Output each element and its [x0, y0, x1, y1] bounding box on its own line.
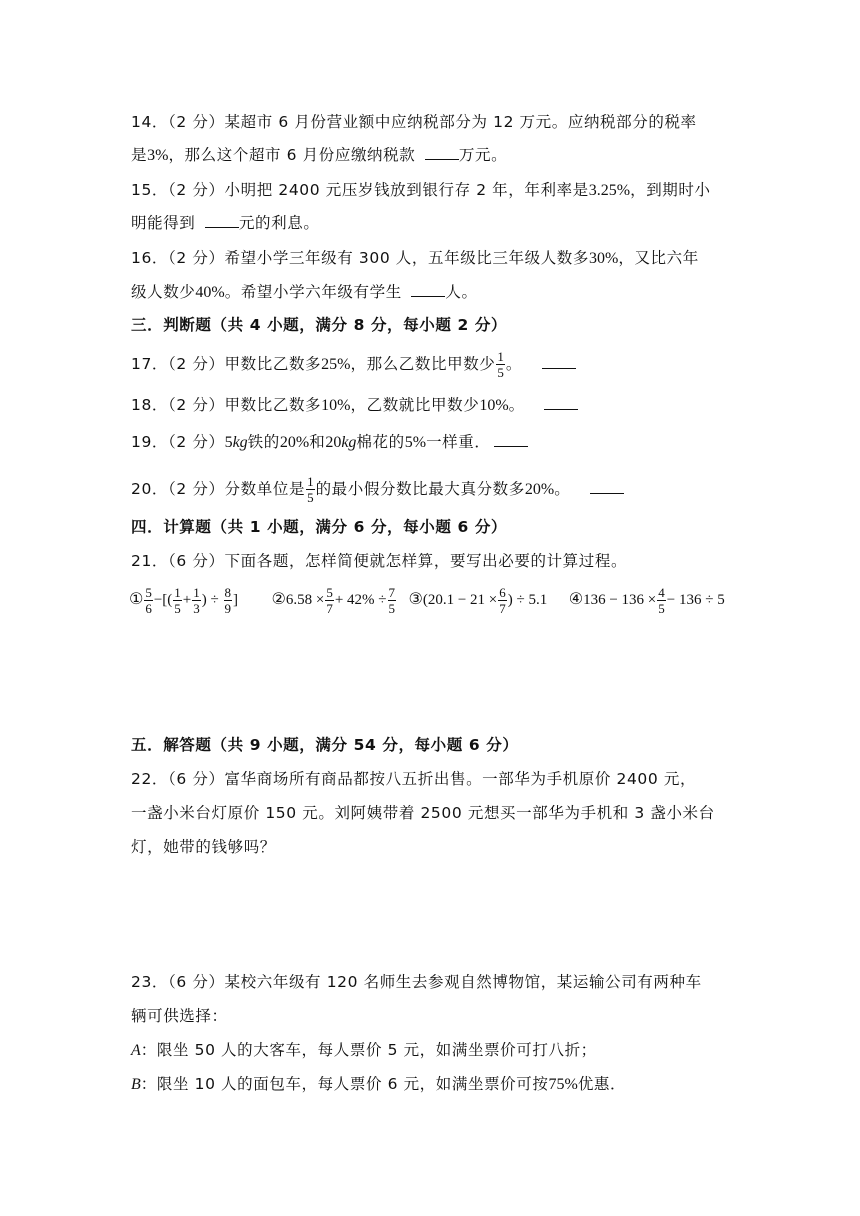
section-4-heading	[131, 517, 507, 537]
q21-e4-b: − 136 ÷ 5	[666, 591, 725, 608]
q23-option-b-text-b: 优惠．	[577, 1075, 627, 1093]
q17-line	[131, 350, 576, 379]
q16-pct-1: 30%	[589, 250, 619, 267]
q16-line1	[131, 248, 699, 269]
q20-text-c: 。	[554, 480, 571, 498]
q19-text-d: 棉花的	[356, 433, 405, 451]
q20-frac-den: 5	[307, 490, 314, 505]
q19-text-a: 19．（2 分）	[131, 433, 225, 451]
q14-line2	[131, 145, 507, 166]
q20-frac-num: 1	[307, 474, 314, 489]
q21-e4-frac-4-5: $\frac{4}{5}$	[658, 585, 665, 616]
q14-answer-blank[interactable]	[425, 145, 459, 160]
q15-line2	[131, 213, 319, 233]
q21-mark-3: ③	[408, 588, 423, 608]
q19-answer-blank[interactable]	[494, 432, 528, 447]
q23-text-2: 辆可供选择：	[131, 1007, 228, 1025]
q21-e2-a: 6.58 ×	[285, 591, 325, 608]
q23-text-1: 23．（6 分）某校六年级有 120 名师生去参观自然博物馆，某运输公司有两种车	[131, 973, 702, 991]
q20-fraction	[306, 475, 315, 504]
q20-pct: 20%	[524, 481, 555, 498]
q14-text-2a: 是	[131, 146, 148, 164]
q17-frac-den: 5	[497, 365, 504, 380]
q21-line	[131, 551, 627, 571]
q19-pct-2: 5%	[404, 434, 427, 451]
q21-mark-2: ②	[271, 588, 286, 608]
q16-pct-2: 40%	[195, 284, 225, 301]
q21-e2-frac-7-5: $\frac{7}{5}$	[388, 585, 395, 616]
q16-text-2c: 人。	[445, 283, 478, 301]
q19-text-b: 铁的	[247, 433, 280, 451]
q17-fraction	[496, 350, 505, 379]
section-4-title: 四．计算题（共 1 小题，满分 6 分，每小题 6 分）	[131, 518, 508, 536]
q19-line	[131, 432, 528, 453]
q23-option-b-label: B	[131, 1076, 141, 1093]
q17-text-a: 17．（2 分）甲数比乙数多	[131, 355, 322, 373]
q23-line2	[131, 1006, 228, 1026]
q19-unit-1: kg	[232, 434, 248, 451]
q19-text-c: 和	[309, 433, 326, 451]
q22-line1	[131, 769, 696, 789]
q23-line1	[131, 972, 702, 992]
q21-e3-frac-6-7: $\frac{6}{7}$	[499, 585, 506, 616]
q22-text-2: 一盏小米台灯原价 150 元。刘阿姨带着 2500 元想买一部华为手机和 3 盏小米台	[131, 804, 715, 822]
q21-e3-b: ) ÷ 5.1	[507, 591, 548, 608]
q21-text: 21．（6 分）下面各题，怎样简便就怎样算，要写出必要的计算过程。	[131, 552, 628, 570]
q19-text-e: 一样重．	[426, 433, 491, 451]
q14-text-2b: ，那么这个超市 6 月份应缴纳税款	[168, 146, 416, 164]
q23-option-a-label: A	[131, 1042, 141, 1059]
q17-text-c: 。	[505, 355, 523, 373]
q18-text-c: 。	[508, 396, 525, 414]
q16-answer-blank[interactable]	[411, 282, 445, 297]
q17-pct: 25%	[321, 356, 351, 373]
q21-mark-4: ④	[568, 588, 584, 608]
q22-line2	[131, 803, 715, 823]
q19-value-2: 20	[325, 434, 342, 451]
q14-line1	[131, 112, 697, 132]
q21-e1-frac-8-9: $\frac{8}{9}$	[224, 585, 231, 616]
section-3-title: 三．判断题（共 4 小题，满分 8 分，每小题 2 分）	[131, 316, 508, 334]
section-3-heading	[131, 315, 507, 335]
q17-text-b: ，那么乙数比甲数少	[350, 355, 496, 373]
q21-e2-b: + 42% ÷	[334, 591, 387, 608]
q17-answer-blank[interactable]	[542, 354, 576, 369]
q21-e2-frac-5-7: $\frac{5}{7}$	[326, 585, 333, 616]
q23-option-b	[131, 1074, 626, 1095]
q18-text-b: ，乙数就比甲数少	[350, 396, 480, 414]
q16-text-2a: 级人数少	[131, 283, 196, 301]
q19-unit-2: kg	[341, 434, 357, 451]
q20-answer-blank[interactable]	[590, 479, 624, 494]
q18-answer-blank[interactable]	[544, 395, 578, 410]
q20-text-b: 的最小假分数比最大真分数多	[315, 480, 525, 498]
q15-text-1b: ，到期时小	[630, 181, 711, 199]
q18-text-a: 18．（2 分）甲数比乙数多	[131, 396, 322, 414]
q18-pct-2: 10%	[479, 397, 509, 414]
q15-text-2b: 元的利息。	[238, 214, 320, 232]
q16-text-1a: 16．（2 分）希望小学三年级有 300 人，五年级比三年级人数多	[131, 249, 590, 267]
section-5-heading	[131, 735, 518, 755]
q14-tax-rate: 3%	[147, 147, 169, 164]
section-5-title: 五．解答题（共 9 小题，满分 54 分，每小题 6 分）	[131, 736, 519, 754]
q19-value-1: 5	[224, 434, 233, 451]
q16-text-1b: ，又比六年	[618, 249, 699, 267]
q15-answer-blank[interactable]	[205, 213, 239, 228]
q21-e3-a: (20.1 − 21 ×	[422, 591, 498, 608]
q21-mark-1: ①	[129, 588, 144, 608]
q14-text-2c: 万元。	[458, 146, 508, 164]
q22-line3	[131, 837, 276, 857]
q15-rate: 3.25%	[588, 182, 631, 199]
q19-pct-1: 20%	[279, 434, 310, 451]
q17-frac-num: 1	[497, 349, 504, 364]
q16-text-2b: 。希望小学六年级有学生	[224, 283, 402, 301]
q21-e1-frac-1-3: $\frac{1}{3}$	[193, 585, 200, 616]
q23-option-a	[131, 1040, 597, 1061]
q22-text-1: 22．（6 分）富华商场所有商品都按八五折出售。一部华为手机原价 2400 元，	[131, 770, 697, 788]
q23-option-b-text-a: ：限坐 10 人的面包车，每人票价 6 元，如满坐票价可按	[140, 1075, 549, 1093]
q21-expressions: ① $\frac{5}{6}$ −[( $\frac{1}{5}$ + $\frac{1}{3}$ ) ÷ $\frac{8}{9}$ ] ②6.58 × $\frac{5}{7}$ + 42% ÷ $\frac{7}{5}$ ③(20.1 − 21 × $\frac{6}{7}$ ) ÷ 5.1 ④136 − 136 × $\frac{4}{5}$ − 136 ÷ 5	[129, 585, 725, 616]
q15-text-1a: 15．（2 分）小明把 2400 元压岁钱放到银行存 2 年，年利率是	[131, 181, 589, 199]
q21-e4-a: 136 − 136 ×	[583, 591, 657, 608]
q20-text-a: 20．（2 分）分数单位是	[131, 480, 306, 498]
q16-line2	[131, 282, 478, 303]
q15-text-2a: 明能得到	[131, 214, 196, 232]
q20-line	[131, 475, 624, 504]
q14-text-1: 14．（2 分）某超市 6 月份营业额中应纳税部分为 12 万元。应纳税部分的税率	[131, 113, 697, 131]
q18-line	[131, 395, 578, 416]
q15-line1	[131, 180, 711, 201]
q21-e1-frac-5-6: $\frac{5}{6}$	[145, 585, 152, 616]
q18-pct-1: 10%	[321, 397, 351, 414]
q21-e1-frac-1-5: $\frac{1}{5}$	[174, 585, 181, 616]
q22-text-3: 灯，她带的钱够吗？	[131, 838, 276, 856]
q23-option-b-pct: 75%	[548, 1076, 578, 1093]
q23-option-a-text: ：限坐 50 人的大客车，每人票价 5 元，如满坐票价可打八折；	[140, 1041, 597, 1059]
